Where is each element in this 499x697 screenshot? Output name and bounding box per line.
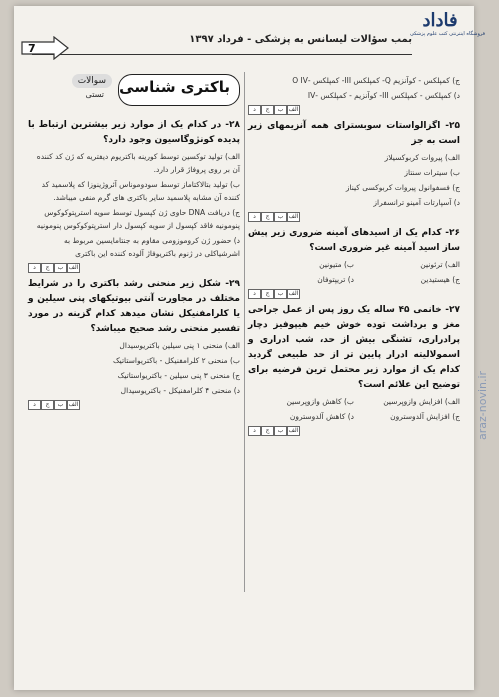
- watermark-text: araz-novin.ir: [476, 370, 489, 440]
- answer-box[interactable]: ج: [261, 289, 274, 299]
- answer-box[interactable]: ب: [274, 426, 287, 436]
- question-text: ۲۵- اگزالواستات سوبسترای همه آنزیمهای زیر است به جز: [248, 121, 460, 146]
- option-text: ب) منحنی ۲ کلرامفنیکل - باکتریواستاتیک: [112, 356, 240, 365]
- answer-box[interactable]: الف: [68, 401, 79, 408]
- option-text: الف) افزایش وازوپرسین: [383, 397, 460, 406]
- section-title-text: باکتری شناسی: [119, 78, 230, 96]
- option-text: ج) افزایش آلدوسترون: [390, 412, 460, 421]
- page-header: [32, 28, 412, 58]
- answer-box[interactable]: ج: [261, 105, 274, 115]
- answer-box[interactable]: ج: [261, 426, 274, 436]
- section-tag-2: تستی: [85, 90, 104, 99]
- answer-box[interactable]: ب: [54, 400, 67, 410]
- option-text: الف) تولید توکسین توسط کورینه باکتریوم دیفتریه که ژن کد کننده آن بر روی پروفاژ قرار دارد.: [36, 152, 240, 174]
- option-text: ب) سیترات سنتاز: [404, 168, 460, 177]
- right-column: [248, 72, 460, 440]
- question-text: ۲۶- کدام یک از اسیدهای آمینه ضروری زیر پیش ساز اسید آمینه غیر ضروری است؟: [248, 228, 460, 253]
- logo: [410, 10, 486, 50]
- column-divider: [244, 72, 245, 592]
- answer-boxes: [248, 105, 460, 115]
- left-column: [28, 72, 240, 414]
- answer-box[interactable]: الف: [288, 213, 299, 220]
- question-text: ۲۷- خانمی ۴۵ ساله یک روز پس از عمل جراحی مغز و برداشت توده خوش خیم هیپوفیز دچار پرادراری، تشنگی بیش از حد، شب ادراری و اسمولالیته ادرار پایین تر از حد طبیعی گردید کدام یک از موارد زیر محتمل ترین فرضیه برای توضیح این علائم است؟: [248, 305, 460, 390]
- option-text: ج) کمپلکس - کوآنزیم Q- کمپلکس III- کمپلکس -O IV: [292, 76, 460, 85]
- logo-mark: فاداد: [422, 10, 458, 31]
- option-text: ب) تولید بتالاکتاماز توسط سودوموناس آئروژینوزا که پلاسمید کد کننده آن مشابه پلاسمید سایر باکتری های گرم منفی میباشد.: [41, 180, 240, 202]
- option-row: [248, 410, 460, 423]
- option-text: د) کاهش آلدوسترون: [289, 412, 354, 421]
- answer-box[interactable]: ج: [41, 263, 54, 273]
- option-text: ج) دریافت DNA حاوی ژن کپسول توسط سویه استرپتوکوکوس پنومونیه فاقد کپسول از سویه کپسول دار استرپتوکوکوس پنومونیه: [36, 208, 240, 230]
- option-text: د) آسپارتات آمینو ترانسفراز: [373, 198, 460, 207]
- answer-boxes: [248, 426, 460, 436]
- answer-boxes: [248, 212, 460, 222]
- header-title: بمب سؤالات لیسانس به پزشکی - فرداد ۱۳۹۷: [189, 34, 412, 45]
- answer-box[interactable]: ب: [274, 212, 287, 222]
- option-text: د) منحنی ۴ کلرامفنیکل - باکتریوسیدال: [120, 386, 240, 395]
- question-text: ۲۹- شکل زیر منحنی رشد باکتری را در شرایط مختلف در مجاورت آنتی بیوتیکهای پنی سیلین و یا کلرامفنیکل نشان میدهد کدام گزینه در مورد تفسیر منحنی رشد صحیح میباشد؟: [28, 279, 240, 334]
- answer-boxes: [28, 400, 240, 410]
- option-text: ج) منحنی ۳ پنی سیلین - باکتریواستاتیک: [117, 371, 240, 380]
- answer-box[interactable]: د: [248, 105, 261, 115]
- header-rule: [32, 54, 412, 55]
- option-text: ب) متیونین: [319, 260, 354, 269]
- answer-box[interactable]: ب: [274, 105, 287, 115]
- answer-box[interactable]: ج: [41, 400, 54, 410]
- answer-boxes: [248, 289, 460, 299]
- option-text: د) تریپتوفان: [317, 275, 354, 284]
- section-title: [28, 72, 240, 110]
- answer-box[interactable]: د: [28, 400, 41, 410]
- answer-box[interactable]: الف: [68, 264, 79, 271]
- option-row: [248, 258, 460, 271]
- option-text: د) حضور ژن کروموزومی مقاوم به جنتامایسین مربوط به اشرشیاکلی در ژنوم باکتریوفاژ آلوده کننده این باکتری: [64, 236, 240, 258]
- answer-box[interactable]: د: [248, 212, 261, 222]
- option-text: ج) هیستیدین: [420, 275, 460, 284]
- option-row: [248, 273, 460, 286]
- answer-box[interactable]: ب: [274, 289, 287, 299]
- answer-box[interactable]: د: [28, 263, 41, 273]
- left-column-content: [28, 118, 240, 410]
- answer-box[interactable]: الف: [288, 106, 299, 113]
- answer-boxes: [28, 263, 240, 273]
- option-text: ب) کاهش وازوپرسین: [286, 397, 354, 406]
- answer-box[interactable]: ب: [54, 263, 67, 273]
- answer-box[interactable]: د: [248, 426, 261, 436]
- section-tag: سوالات: [72, 74, 112, 88]
- option-row: [248, 395, 460, 408]
- page-number: 7: [28, 42, 36, 55]
- logo-subtitle: فروشگاه اینترنتی کتب علوم پزشکی: [410, 31, 486, 37]
- option-text: د) کمپلکس - کمپلکس III- کوآنزیم - کمپلکس -IV: [307, 91, 460, 100]
- answer-box[interactable]: ج: [261, 212, 274, 222]
- option-text: ج) فسفوانول پیروات کربوکسی کیناز: [345, 183, 460, 192]
- option-text: الف) پیروات کربوکسیلاز: [384, 153, 460, 162]
- answer-box[interactable]: الف: [288, 427, 299, 434]
- option-text: الف) ترئونین: [420, 260, 460, 269]
- option-text: الف) منحنی ۱ پنی سیلین باکتریوسیدال: [119, 341, 240, 350]
- answer-box[interactable]: الف: [288, 290, 299, 297]
- answer-box[interactable]: د: [248, 289, 261, 299]
- question-text: ۲۸- در کدام یک از موارد زیر بیشترین ارتباط با پدیده کونژوگاسیون وجود دارد؟: [28, 120, 240, 145]
- watermark: [470, 250, 490, 450]
